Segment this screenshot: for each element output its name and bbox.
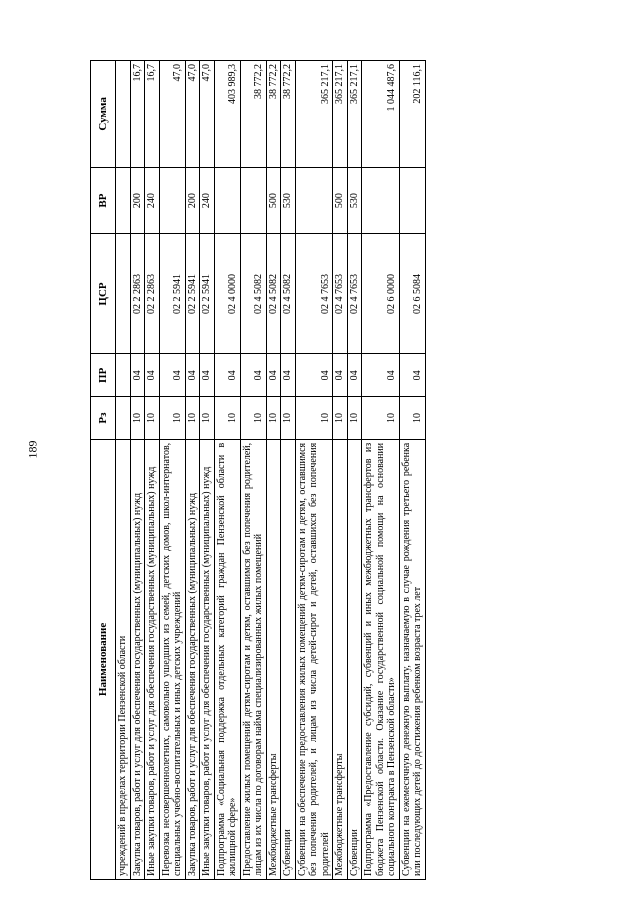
row-sum: 202 116,1 — [399, 61, 425, 168]
row-pr: 04 — [185, 354, 200, 397]
table-row — [281, 61, 296, 880]
row-pr: 04 — [145, 354, 160, 397]
row-name: Предоставление жилых помещений детям-сиротам и детям, оставшимся без попечения родителей, лицам из их числа по договорам найма специализированных жилых помещений — [240, 439, 266, 879]
row-sum: 1 044 487,6 — [362, 61, 400, 168]
row-name: Подпрограмма «Предоставление субсидий, субвенций и иных межбюджетных трансфертов из бюджета Пензенской области. Оказание государственной социальной помощи на основании социального контракта в Пензенской области» — [362, 439, 400, 879]
table-row — [145, 61, 160, 880]
table-row — [130, 61, 145, 880]
row-vr — [214, 167, 240, 234]
row-sum: 365 217,1 — [295, 61, 333, 168]
row-vr: 500 — [333, 167, 348, 234]
table-row — [266, 61, 281, 880]
header-pr: ПР — [91, 354, 116, 397]
row-csr: 02 6 0000 — [362, 234, 400, 354]
row-pr — [116, 354, 131, 397]
row-rz: 10 — [240, 397, 266, 440]
row-sum: 38 772,2 — [240, 61, 266, 168]
page-number: 189 — [25, 440, 40, 459]
row-csr: 02 4 7653 — [347, 234, 362, 354]
row-csr: 02 4 5082 — [266, 234, 281, 354]
row-vr: 530 — [347, 167, 362, 234]
row-name: Иные закупки товаров, работ и услуг для обеспечения государственных (муниципальных) нужд — [145, 439, 160, 879]
row-rz: 10 — [266, 397, 281, 440]
row-sum: 16,7 — [145, 61, 160, 168]
table-row — [347, 61, 362, 880]
row-csr: 02 6 5084 — [399, 234, 425, 354]
row-rz: 10 — [200, 397, 215, 440]
row-vr: 200 — [130, 167, 145, 234]
row-rz: 10 — [145, 397, 160, 440]
row-sum: 47,0 — [200, 61, 215, 168]
row-name: Закупка товаров, работ и услуг для обеспечения государственных (муниципальных) нужд — [130, 439, 145, 879]
row-pr: 04 — [399, 354, 425, 397]
row-sum: 47,0 — [185, 61, 200, 168]
header-csr: ЦСР — [91, 234, 116, 354]
row-rz: 10 — [214, 397, 240, 440]
row-vr: 240 — [200, 167, 215, 234]
row-sum: 38 772,2 — [266, 61, 281, 168]
row-pr: 04 — [240, 354, 266, 397]
table-row — [295, 61, 333, 880]
table-row — [399, 61, 425, 880]
row-sum: 47,0 — [159, 61, 185, 168]
table-row — [200, 61, 215, 880]
table-row — [116, 61, 131, 880]
row-vr — [399, 167, 425, 234]
row-rz: 10 — [159, 397, 185, 440]
table-row — [240, 61, 266, 880]
rotated-page-content — [90, 60, 560, 880]
row-pr: 04 — [295, 354, 333, 397]
row-rz: 10 — [281, 397, 296, 440]
row-name: Подпрограмма «Социальная поддержка отдельных категорий граждан Пензенской области в жилищной сфере» — [214, 439, 240, 879]
row-pr: 04 — [347, 354, 362, 397]
header-rz: Рз — [91, 397, 116, 440]
row-pr: 04 — [159, 354, 185, 397]
row-sum: 365 217,1 — [333, 61, 348, 168]
row-rz: 10 — [333, 397, 348, 440]
table-row — [159, 61, 185, 880]
row-csr: 02 4 5082 — [240, 234, 266, 354]
row-vr — [362, 167, 400, 234]
row-pr: 04 — [333, 354, 348, 397]
row-vr: 530 — [281, 167, 296, 234]
table-row — [185, 61, 200, 880]
row-rz: 10 — [130, 397, 145, 440]
row-rz: 10 — [347, 397, 362, 440]
header-sum: Сумма — [91, 61, 116, 168]
row-name: учреждений в пределах территории Пензенской области — [116, 439, 131, 879]
row-name: Иные закупки товаров, работ и услуг для обеспечения государственных (муниципальных) нужд — [200, 439, 215, 879]
row-name: Межбюджетные трансферты — [266, 439, 281, 879]
row-csr: 02 2 5941 — [185, 234, 200, 354]
row-vr: 200 — [185, 167, 200, 234]
row-name: Субвенции — [281, 439, 296, 879]
table-header-row — [91, 61, 116, 880]
row-sum — [116, 61, 131, 168]
row-csr: 02 2 5941 — [159, 234, 185, 354]
row-rz — [116, 397, 131, 440]
row-vr — [116, 167, 131, 234]
row-vr — [295, 167, 333, 234]
row-name: Перевозка несовершеннолетних, самовольно ушедших из семей, детских домов, школ-интернатов, специальных учебно-воспитательных и иных детских учреждений — [159, 439, 185, 879]
row-vr — [240, 167, 266, 234]
row-csr — [116, 234, 131, 354]
row-csr: 02 4 5082 — [281, 234, 296, 354]
header-vr: ВР — [91, 167, 116, 234]
row-sum: 403 989,3 — [214, 61, 240, 168]
row-pr: 04 — [214, 354, 240, 397]
row-vr — [159, 167, 185, 234]
row-name: Межбюджетные трансферты — [333, 439, 348, 879]
row-rz: 10 — [295, 397, 333, 440]
row-sum: 38 772,2 — [281, 61, 296, 168]
row-pr: 04 — [130, 354, 145, 397]
row-csr: 02 4 7653 — [295, 234, 333, 354]
row-csr: 02 4 0000 — [214, 234, 240, 354]
row-sum: 16,7 — [130, 61, 145, 168]
table-row — [362, 61, 400, 880]
row-name: Субвенции на ежемесячную денежную выплату, назначаемую в случае рождения третьего ребенка или последующих детей до достижения ребенком возраста трех лет — [399, 439, 425, 879]
row-name: Закупка товаров, работ и услуг для обеспечения государственных (муниципальных) нужд — [185, 439, 200, 879]
table-row — [214, 61, 240, 880]
header-name: Наименование — [91, 439, 116, 879]
budget-table — [90, 60, 426, 880]
row-csr: 02 2 5941 — [200, 234, 215, 354]
row-name: Субвенции — [347, 439, 362, 879]
row-rz: 10 — [185, 397, 200, 440]
row-pr: 04 — [266, 354, 281, 397]
row-csr: 02 2 2863 — [145, 234, 160, 354]
row-pr: 04 — [200, 354, 215, 397]
row-vr: 240 — [145, 167, 160, 234]
row-csr: 02 4 7653 — [333, 234, 348, 354]
row-csr: 02 2 2863 — [130, 234, 145, 354]
row-vr: 500 — [266, 167, 281, 234]
row-rz: 10 — [399, 397, 425, 440]
row-sum: 365 217,1 — [347, 61, 362, 168]
row-rz: 10 — [362, 397, 400, 440]
table-row — [333, 61, 348, 880]
row-name: Субвенции на обеспечение предоставления жилых помещений детям-сиротам и детям, оставшимся без попечения родителей, и лицам из числа детей-сирот и детей, оставшихся без попечения родителей — [295, 439, 333, 879]
row-pr: 04 — [281, 354, 296, 397]
row-pr: 04 — [362, 354, 400, 397]
